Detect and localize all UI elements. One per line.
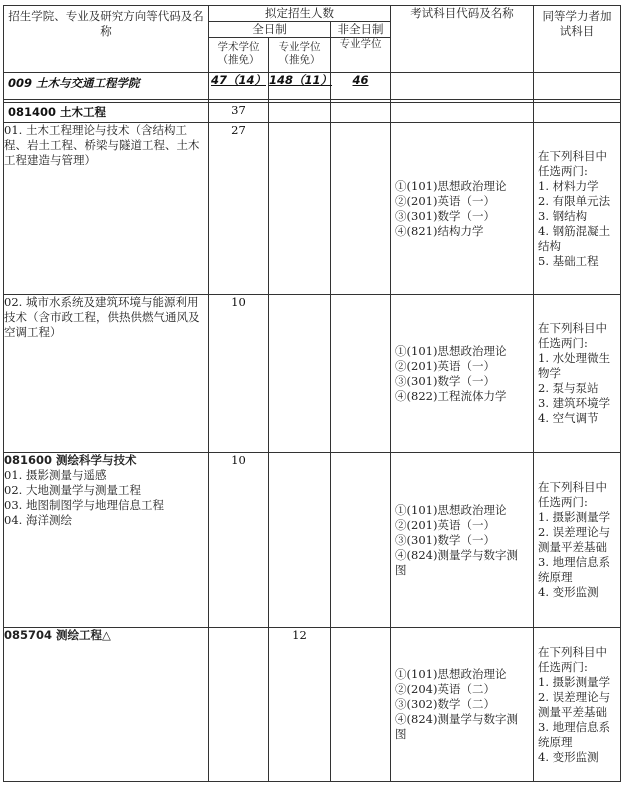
direction-name: 03. 地图制图学与地理信息工程 <box>4 498 164 512</box>
extra-item: 4. 变形监测 <box>538 749 599 764</box>
extra-item: 4. 空气调节 <box>538 411 599 425</box>
header-extra: 同等学力者加试科目 <box>534 6 621 73</box>
major-name: 081600 测绘科学与技术 <box>4 453 137 467</box>
header-exam: 考试科目代码及名称 <box>391 6 534 73</box>
header-academic: 学术学位（推免） <box>209 38 269 73</box>
college-name: 009 土木与交通工程学院 <box>4 73 209 100</box>
extra-item: 4. 钢筋混凝土结构 <box>538 223 611 253</box>
exam-item: ③(301)数学（一） <box>395 208 495 223</box>
exam-item: ①(101)思想政治理论 <box>395 502 507 517</box>
extra-intro: 在下列科目中任选两门: <box>538 321 608 350</box>
extra-item: 2. 有限单元法 <box>538 193 611 208</box>
extra-item: 5. 基础工程 <box>538 253 599 268</box>
exam-item: ①(101)思想政治理论 <box>395 343 507 358</box>
direction-name: 01. 土木工程理论与技术（含结构工程、岩土工程、桥梁与隧道工程、土木工程建造与管理） <box>4 123 209 295</box>
extra-subjects <box>534 628 621 782</box>
extra-subjects <box>534 295 621 453</box>
major-name: 081400 土木工程 <box>4 103 209 123</box>
direction-academic-count: 27 <box>209 123 269 295</box>
exam-subjects <box>391 295 534 453</box>
exam-item: ①(101)思想政治理论 <box>395 667 507 681</box>
extra-item: 1. 水处理微生物学 <box>538 351 611 380</box>
college-academic: 47（14） <box>209 73 269 100</box>
extra-item: 3. 建筑环境学 <box>538 396 611 410</box>
header-parttime: 非全日制 <box>331 22 391 38</box>
exam-item: ③(301)数学（一） <box>395 532 495 547</box>
exam-subjects <box>391 453 534 628</box>
major-academic-count: 10 <box>209 453 269 628</box>
major-professional-count: 12 <box>269 628 331 782</box>
exam-subjects <box>391 628 534 782</box>
major-block <box>4 453 209 628</box>
extra-item: 2. 泵与泵站 <box>538 381 599 395</box>
exam-item: ④(822)工程流体力学 <box>395 388 507 403</box>
extra-item: 2. 误差理论与测量平差基础 <box>538 525 611 554</box>
extra-item: 1. 摄影测量学 <box>538 674 611 689</box>
exam-item: ②(204)英语（二） <box>395 682 495 696</box>
header-professional-pt: 专业学位 <box>331 38 391 73</box>
extra-item: 3. 地理信息系统原理 <box>538 719 611 749</box>
direction-name: 04. 海洋测绘 <box>4 513 72 527</box>
direction-academic-count: 10 <box>209 295 269 453</box>
extra-item: 3. 钢结构 <box>538 208 588 223</box>
extra-item: 2. 误差理论与测量平差基础 <box>538 689 611 719</box>
extra-item: 4. 变形监测 <box>538 585 599 599</box>
exam-subjects <box>391 123 534 295</box>
header-program: 招生学院、专业及研究方向等代码及名称 <box>4 6 209 73</box>
exam-item: ④(821)结构力学 <box>395 223 484 238</box>
direction-name: 01. 摄影测量与遥感 <box>4 468 107 482</box>
exam-item: ②(201)英语（一） <box>395 358 495 373</box>
header-fulltime: 全日制 <box>209 22 331 38</box>
extra-intro: 在下列科目中任选两门: <box>538 480 608 509</box>
exam-item: ③(302)数学（二） <box>395 697 495 711</box>
extra-item: 1. 摄影测量学 <box>538 510 611 524</box>
exam-item: ④(824)测量学与数字测图 <box>395 547 518 577</box>
college-professional: 148（11） <box>269 73 331 100</box>
extra-intro: 在下列科目中任选两门: <box>538 148 608 178</box>
header-planned: 拟定招生人数 <box>209 6 391 22</box>
major-block <box>4 628 209 782</box>
direction-name: 02. 城市水系统及建筑环境与能源利用技术（含市政工程，供热供燃气通风及空调工程） <box>4 295 209 453</box>
extra-item: 1. 材料力学 <box>538 178 599 193</box>
extra-item: 3. 地理信息系统原理 <box>538 555 611 584</box>
exam-item: ②(201)英语（一） <box>395 193 495 208</box>
exam-item: ②(201)英语（一） <box>395 517 495 532</box>
exam-item: ③(301)数学（一） <box>395 373 495 388</box>
header-professional-ft: 专业学位（推免） <box>269 38 331 73</box>
catalog-table <box>3 5 621 782</box>
extra-subjects <box>534 453 621 628</box>
major-academic-count: 37 <box>209 103 269 123</box>
exam-item: ①(101)思想政治理论 <box>395 178 507 193</box>
college-parttime: 46 <box>331 73 391 100</box>
extra-subjects <box>534 123 621 295</box>
extra-intro: 在下列科目中任选两门: <box>538 644 608 674</box>
exam-item: ④(824)测量学与数字测图 <box>395 712 518 741</box>
direction-name: 02. 大地测量学与测量工程 <box>4 483 141 497</box>
major-name: 085704 测绘工程△ <box>4 628 111 642</box>
